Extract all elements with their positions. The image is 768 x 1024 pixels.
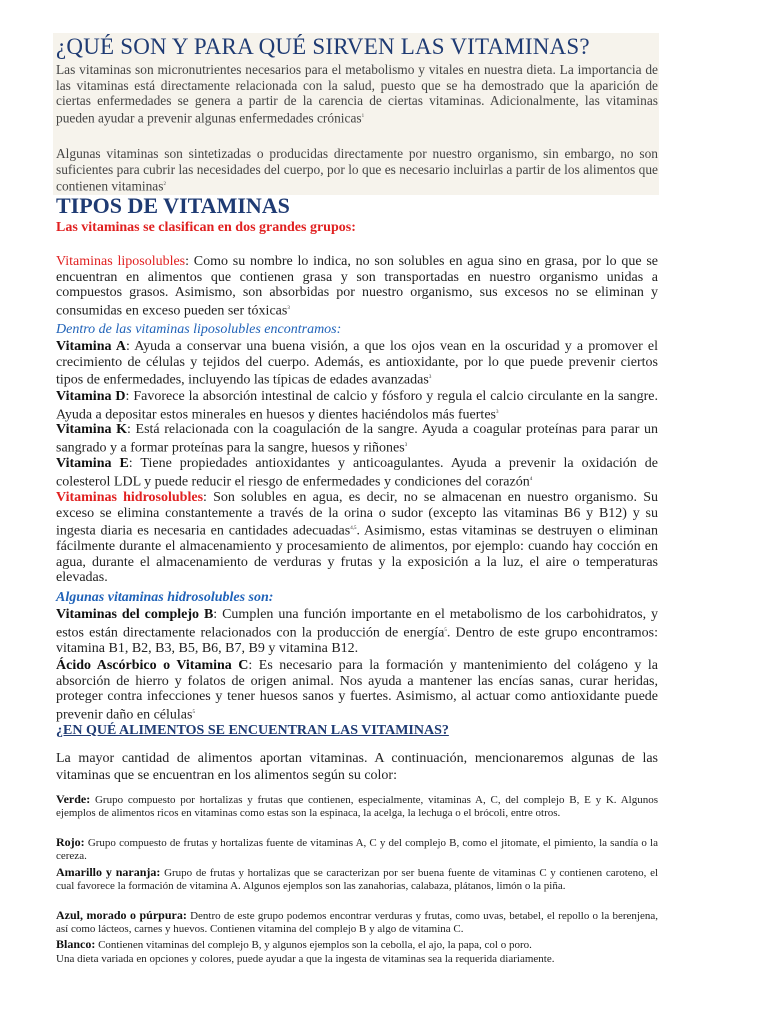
- footnote-ref: 1: [361, 113, 365, 119]
- closing-sentence: Una dieta variada en opciones y colores, puede ayudar a que la ingesta de vitaminas sea la requerida diariamente.: [56, 953, 555, 965]
- footnote-ref: 5: [192, 709, 195, 715]
- hidro-intro-text: Algunas vitaminas hidrosolubles son:: [56, 590, 274, 605]
- food-yellow-text: Grupo de frutas y hortalizas que se caracterizan por ser buena fuente de vitaminas C y contienen caroteno, el cual favorece la formación de vitamina A. Algunos ejemplos son las zanahorias, calabaza, plátanos, limón o la piña.: [56, 867, 659, 893]
- vitamin-k-text: : Está relacionada con la coagulación de la sangre. Ayuda a coagular proteínas para parar un sangrado y a formar proteínas para la sangre, huesos y riñones: [56, 422, 658, 456]
- foods-heading: ¿EN QUÉ ALIMENTOS SE ENCUENTRAN LAS VITAMINAS?: [56, 723, 449, 738]
- vitamin-b-label: Vitaminas del complejo B: [56, 607, 214, 622]
- vitamin-a-label: Vitamina A: [56, 339, 126, 354]
- vitamin-a-paragraph: [56, 339, 658, 388]
- lipo-text: : Como su nombre lo indica, no son solubles en agua sino en grasa, por lo que se encuentran en alimentos que contienen grasa y son transportadas en nuestro organismo unidas a compuestos grasos. Asimismo, son absorbidas por nuestro organismo, sus excesos no se eliminan y consumidas en exceso pueden ser tóxicas: [56, 254, 658, 319]
- vitamin-k-paragraph: [56, 422, 658, 456]
- food-blue-label: Azul, morado o púrpura:: [56, 908, 187, 922]
- food-red-text: Grupo compuesto de frutas y hortalizas fuente de vitaminas A, C y del complejo B, como el jitomate, el pimiento, la sandía o la cereza.: [56, 837, 658, 863]
- vitamin-a-text: : Ayuda a conservar una buena visión, a que los ojos vean en la oscuridad y a promover el crecimiento de células y tejidos del cuerpo. Además, es antioxidante, por lo que puede prevenir ciertos tipos de enfermedades, incluyendo las típicas de edades avanzadas: [56, 339, 658, 388]
- vitamin-b-paragraph: [56, 607, 658, 656]
- hidro-text-b: . Asimismo, estas vitaminas se destruyen o eliminan fácilmente durante el almacenamiento y procesamiento de alimentos, por ejemplo: cuando hay cocción en agua, durante el almacenamiento de verduras y frutas y la exposición a la luz, el aire o temperaturas elevadas.: [56, 523, 658, 586]
- footnote-ref: 3: [428, 375, 432, 380]
- hidro-label: Vitaminas hidrosolubles: [56, 490, 204, 505]
- vitamin-c-text: : Es necesario para la formación y mantenimiento del colágeno y la absorción de hierro y folatos de origen animal. Nos ayuda a mantener las encías sanas, curar heridas, proteger contra infecciones y tener huesos sanos y fuertes. Asimismo, al actuar como antioxidante puede prevenir daño en células: [56, 658, 658, 723]
- food-white-paragraph: [56, 938, 658, 952]
- lipo-intro-text: Dentro de las vitaminas liposolubles encontramos:: [56, 322, 342, 337]
- food-green-text: Grupo compuesto por hortalizas y frutas que contienen, especialmente, vitaminas A, C, del complejo B, E y K. Algunos ejemplos de alimentos ricos en vitaminas como estas son la espinaca, la acelga, la lechuga o el brócoli, entre otros.: [56, 794, 658, 820]
- vitamin-c-label: Ácido Ascórbico o Vitamina C: [56, 658, 249, 673]
- vitamin-e-text: : Tiene propiedades antioxidantes y anticoagulantes. Ayuda a prevenir la oxidación de colesterol LDL y puede reducir el riesgo de enfermedades y condiciones del corazón: [56, 456, 658, 490]
- lipo-intro: [56, 322, 658, 338]
- page-title: ¿QUÉ SON Y PARA QUÉ SIRVEN LAS VITAMINAS?: [56, 34, 590, 59]
- vitamin-c-paragraph: [56, 658, 658, 723]
- footnote-ref: 2: [163, 182, 166, 188]
- intro-text-1: Las vitaminas son micronutrientes necesarios para el metabolismo y vitales en nuestra dieta. La importancia de las vitaminas está directamente relacionada con la salud, puesto que se ha demostrado que la aparición de ciertas enfermedades se genera a partir de la carencia de ciertas vitaminas. Adicionalmente, las vitaminas pueden ayudar a prevenir algunas enfermedades crónicas: [56, 62, 658, 126]
- food-blue-paragraph: [56, 909, 658, 937]
- intro-paragraph-2: [56, 146, 658, 194]
- types-subtitle-text: Las vitaminas se clasifican en dos grandes grupos:: [56, 220, 356, 235]
- vitamin-e-label: Vitamina E: [56, 456, 129, 471]
- hidro-intro: [56, 590, 658, 606]
- food-green-paragraph: [56, 793, 658, 821]
- vitamin-d-text: : Favorece la absorción intestinal de calcio y fósforo y regula el calcio circulante en la sangre. Ayuda a depositar estos minerales en huesos y dientes haciéndolos más fuertes: [56, 389, 658, 423]
- vitamin-d-paragraph: [56, 389, 658, 423]
- food-yellow-paragraph: [56, 866, 658, 894]
- footnote-ref: 3: [495, 409, 499, 415]
- intro-text-2: Algunas vitaminas son sintetizadas o producidas directamente por nuestro organismo, sin embargo, no son suficientes para cubrir las necesidades del cuerpo, por lo que es necesario incluirlas a partir de los alimentos que contienen vitaminas: [56, 146, 658, 194]
- footnote-ref: 5: [444, 627, 447, 633]
- foods-intro: La mayor cantidad de alimentos aportan vitaminas. A continuación, mencionaremos algunas de las vitaminas que se encuentran en los alimentos según su color:: [56, 751, 658, 783]
- hidro-paragraph: [56, 490, 658, 586]
- vitamin-d-label: Vitamina D: [56, 389, 126, 404]
- section-heading-types: TIPOS DE VITAMINAS: [56, 193, 290, 218]
- types-subtitle: [56, 220, 658, 236]
- food-red-label: Rojo:: [56, 835, 85, 849]
- food-red-paragraph: [56, 836, 658, 864]
- vitamin-b-text-b: . Dentro de este grupo encontramos: vitamina B1, B2, B3, B5, B6, B7, B9 y vitamina B12.: [56, 625, 658, 656]
- food-blue-text: Dentro de este grupo podemos encontrar verduras y frutas, como uvas, betabel, el repollo o la berenjena, así como lácteos, carnes y huevos. Contienen vitamina del complejo B y algo de vitamina C.: [56, 910, 658, 936]
- food-white-label: Blanco:: [56, 937, 96, 951]
- footnote-ref: 4: [529, 476, 533, 482]
- vitamin-b-text-a: : Cumplen una función importante en el metabolismo de los carbohidratos, y estos están directamente relacionados con la producción de energía: [56, 607, 658, 641]
- food-yellow-label: Amarillo y naranja:: [56, 865, 161, 879]
- footnote-ref: 3: [287, 305, 290, 311]
- food-green-label: Verde:: [56, 792, 91, 806]
- food-white-text: Contienen vitaminas del complejo B, y algunos ejemplos son la cebolla, el ajo, la papa, col o poro.: [95, 939, 532, 951]
- vitamin-k-label: Vitamina K: [56, 422, 127, 437]
- hidro-text-a: : Son solubles en agua, es decir, no se almacenan en nuestro organismo. Su exceso se elimina constantemente a través de la orina o sudor (excepto las vitaminas B6 y B12) y su ingesta diaria es necesaria en cantidades adecuadas: [56, 490, 658, 539]
- vitamin-e-paragraph: [56, 456, 658, 490]
- footnote-ref: 3: [404, 442, 408, 448]
- lipo-label: Vitaminas liposolubles: [56, 254, 186, 269]
- lipo-paragraph: [56, 254, 658, 319]
- intro-paragraph-1: [56, 62, 658, 126]
- footnote-ref: 4,5: [350, 526, 357, 531]
